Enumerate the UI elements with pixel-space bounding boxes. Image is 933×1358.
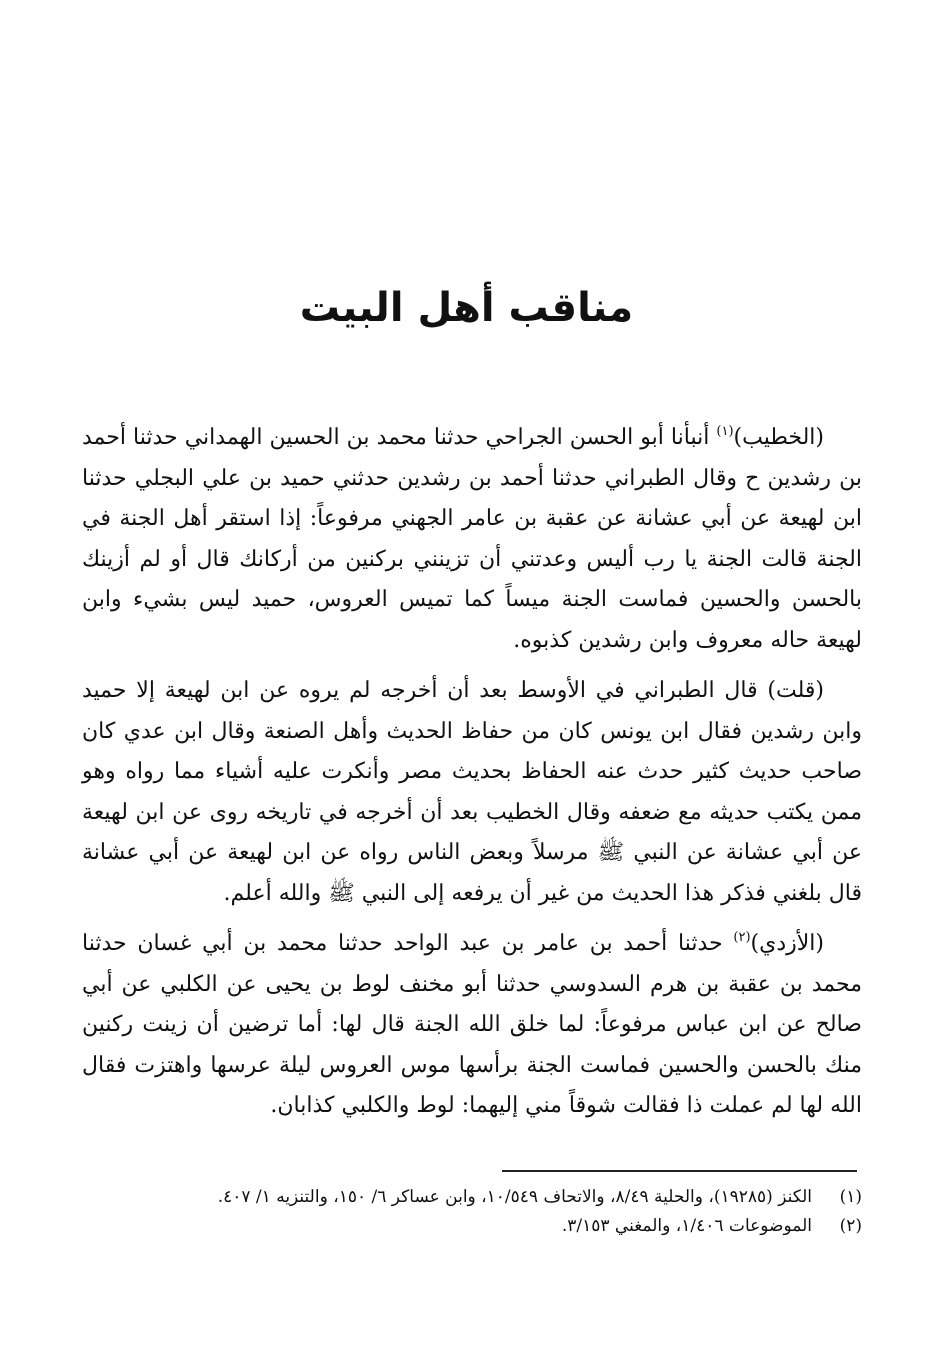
main-text	[82, 418, 862, 1137]
paragraph-source: (الخطيب)	[733, 425, 824, 450]
paragraph-text: أنبأنا أبو الحسن الجراحي حدثنا محمد بن الحسين الهمداني حدثنا أحمد بن رشدين ح وقال الطبراني حدثنا أحمد بن رشدين حدثني حميد بن علي البجلي حدثنا ابن لهيعة عن أبي عشانة عن عقبة بن عامر الجهني مرفوعاً: إذا استقر أهل الجنة في الجنة قالت الجنة يا رب أليس وعدتني أن تزينني بركنين من أركانك قال أو لم أزينك بالحسن والحسين فماست الجنة ميساً كما تميس العروس، حميد ليس بشيء وابن لهيعة حاله معروف وابن رشدين كذبوه.	[82, 425, 862, 653]
footnotes	[82, 1183, 862, 1241]
paragraph-source: (قلت)	[767, 678, 824, 703]
footnote-number: (٢)	[839, 1216, 862, 1236]
footnote-item	[82, 1212, 862, 1241]
paragraph-khatib	[82, 418, 862, 661]
footnote-ref: (٢)	[733, 930, 751, 945]
footnote-number: (١)	[839, 1187, 862, 1207]
paragraph-source: (الأزدي)	[750, 931, 824, 956]
paragraph-text: حدثنا أحمد بن عامر بن عبد الواحد حدثنا محمد بن أبي غسان حدثنا محمد بن عقبة بن هرم السدوسي حدثنا أبو مخنف لوط بن يحيى عن الكلبي عن أبي صالح عن ابن عباس مرفوعاً: لما خلق الله الجنة قال لها: أما ترضين أن زينت ركنين منك بالحسن والحسين فماست الجنة برأسها موس العروس ليلة عرسها واهتزت فقال الله لها لم عملت ذا فقالت شوقاً مني إليهما: لوط والكلبي كذابان.	[82, 931, 863, 1118]
page-title: مناقب أهل البيت	[299, 285, 634, 331]
footnote-text: الموضوعات ١/٤٠٦، والمغني ٣/١٥٣.	[561, 1216, 812, 1236]
footnote-ref: (١)	[716, 424, 734, 439]
paragraph-azdi	[82, 924, 862, 1127]
footnote-item	[82, 1183, 862, 1212]
paragraph-text: قال الطبراني في الأوسط بعد أن أخرجه لم يروه عن ابن لهيعة إلا حميد وابن رشدين فقال ابن يونس كان من حفاظ الحديث وأهل الصنعة وقال ابن عدي كان صاحب حديث كثير حدث عنه الحفاظ بحديث مصر وأنكرت عليه أشياء مما رواه وهو ممن يكتب حديثه مع ضعفه وقال الخطيب بعد أن أخرجه في تاريخه روى عن ابن لهيعة عن أبي عشانة عن النبي ﷺ مرسلاً وبعض الناس رواه عن ابن لهيعة عن أبي عشانة قال بلغني فذكر هذا الحديث من غير أن يرفعه إلى النبي ﷺ والله أعلم.	[82, 678, 862, 906]
paragraph-qultu	[82, 671, 862, 914]
footnote-divider	[502, 1170, 857, 1172]
footnote-text: الكنز (١٩٢٨٥)، والحلية ٨/٤٩، والاتحاف ١٠/٥٤٩، وابن عساكر ٦/ ١٥٠، والتنزيه ١/ ٤٠٧.	[217, 1187, 812, 1207]
